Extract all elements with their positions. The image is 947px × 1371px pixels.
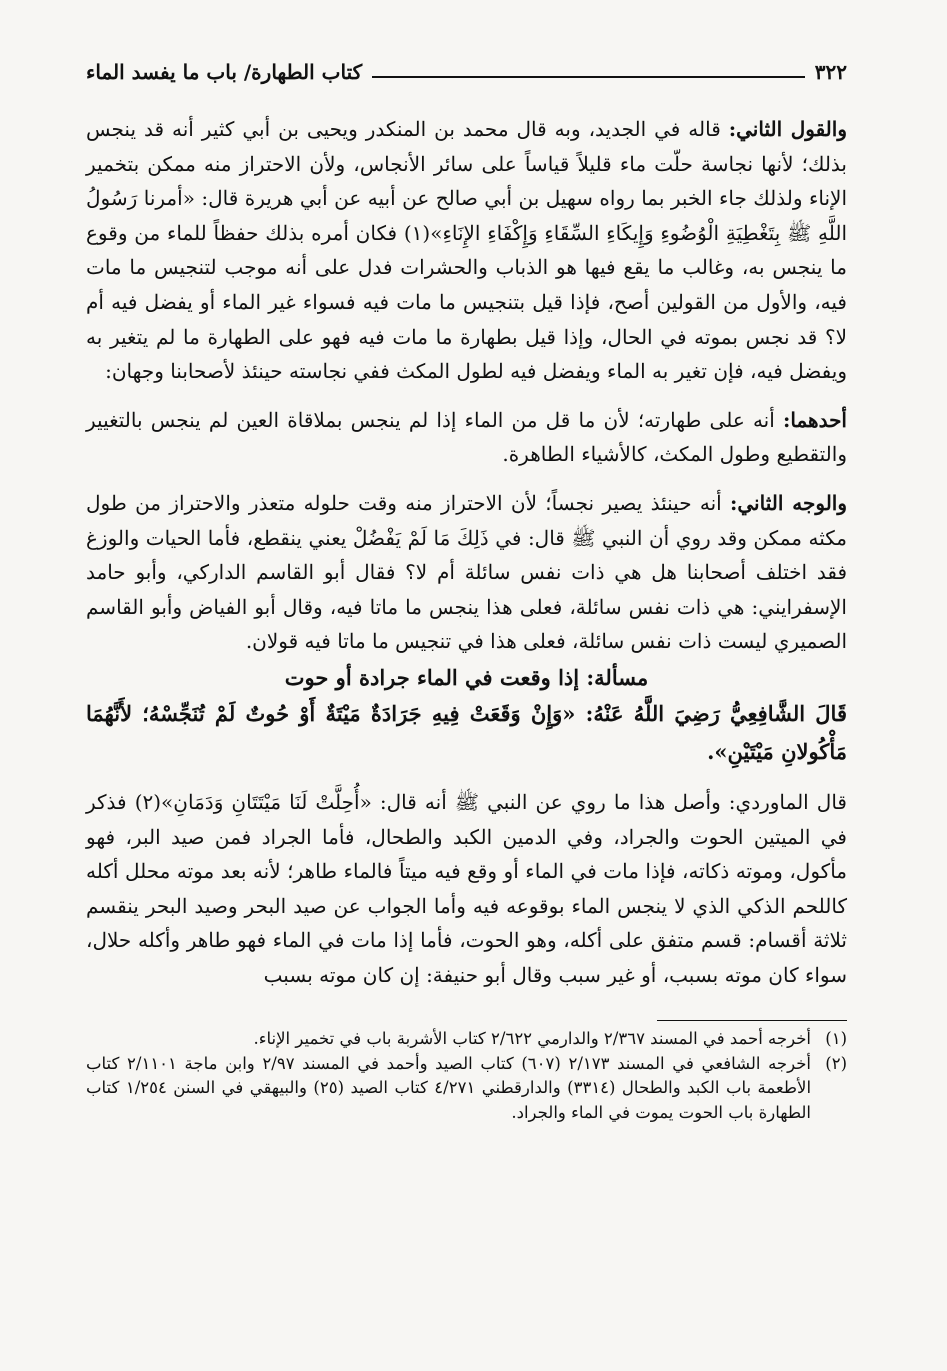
section-heading: مسألة: إذا وقعت في الماء جرادة أو حوت (284, 664, 649, 690)
footnote-separator (657, 1020, 847, 1021)
page-number: ٣٢٢ (814, 60, 847, 84)
quote-text: رَضِيَ اللَّهُ عَنْهُ: «وَإِنْ وَقَعَتْ فِيهِ جَرَادَةٌ مَيْتَةٌ أَوْ حُوتٌ لَمْ تُنَجِّسْهُ؛ لأَنَّهُمَا مَأْكُولانِ مَيْتَيْنِ». (86, 700, 847, 764)
footnotes (86, 1027, 847, 1125)
paragraph-second-view (86, 486, 847, 659)
running-title: كتاب الطهارة/ باب ما يفسد الماء (86, 60, 363, 84)
footnote (86, 1052, 847, 1126)
paragraph-second-opinion (86, 112, 847, 389)
paragraph-lead: والوجه الثاني: (729, 490, 847, 515)
paragraph-lead: والقول الثاني: (728, 117, 847, 141)
header-rule (372, 76, 805, 78)
paragraph-mawardi: قال الماوردي: وأصل هذا ما روي عن النبي ﷺ أنه قال: «أُحِلَّتْ لَنَا مَيْتَتَانِ وَدَمَانِ»(٢) فذكر في الميتين الحوت والجراد، وفي الدمين الكبد والطحال، فأما الجراد فمن صيد البر، فهو مأكول، وموته ذكاته، فإذا مات في الماء أو وقع فيه ميتاً فالماء طاهر؛ لأنه بعد موته محلل أكله كاللحم الذكي الذي لا ينجس الماء بوقوعه فيه وأما الجواب عن صيد البحر وصيد البحر ينقسم ثلاثة أقسام: قسم متفق على أكله، وهو الحوت، فأما إذا مات في الماء فهو طاهر وأكله حلال، سواء كان موته بسبب، أو غير سبب وقال أبو حنيفة: إن كان موته بسبب (86, 789, 847, 987)
shafii-quote (86, 695, 847, 771)
quote-lead: قَالَ الشَّافِعِيُّ (730, 700, 847, 726)
paragraph-text: أنه على طهارته؛ لأن ما قل من الماء إذا لم ينجس بملاقاة العين لم ينجس بالتغيير والتقطيع وطول المكث، كالأشياء الطاهرة. (86, 407, 847, 467)
footnote-text: أخرجه أحمد في المسند ٢/٣٦٧ والدارمي ٢/٦٢٢ كتاب الأشربة باب في تخمير الإناء. (253, 1029, 811, 1049)
footnote-number: (٢) (825, 1053, 847, 1073)
footnote (86, 1027, 847, 1052)
footnote-number: (١) (825, 1029, 847, 1049)
footnote-text: أخرجه الشافعي في المسند ٢/١٧٣ (٦٠٧) كتاب الصيد وأحمد في المسند ٢/٩٧ وابن ماجة ٢/١١٠١ كتاب الأطعمة باب الكبد والطحال (٣٣١٤) والدارقطني ٤/٢٧١ كتاب الصيد (٢٥) والبيهقي في السنن ١/٢٥٤ كتاب الطهارة باب الحوت يموت في الماء والجراد. (86, 1053, 812, 1122)
paragraph-text: أنه حينئذ يصير نجساً؛ لأن الاحتراز منه وقت حلوله متعذر والاحتراز من طول مكثه ممكن وقد روي أن النبي ﷺ قال: في ذَلِكَ مَا لَمْ يَفْضُلْ يعني ينقطع، فأما الحيات والوزغ فقد اختلف أصحابنا هل هي ذات نفس سائلة أم لا؟ فقال أبو القاسم الداركي، وأبو حامد الإسفرايني: هي ذات نفس سائلة، فعلى هذا ينجس ما ماتا فيه، وقال أبو الفياض وأبو القاسم الصميري ليست ذات نفس سائلة، فعلى هذا في تنجيس ما ماتا فيه قولان. (86, 490, 847, 654)
paragraph-first-view (86, 403, 847, 472)
book-page (86, 60, 847, 1331)
running-header (86, 60, 847, 84)
paragraph-text: قاله في الجديد، وبه قال محمد بن المنكدر ويحيى بن أبي كثير أنه قد ينجس بذلك؛ لأنها نجاسة حلّت ماء قليلاً قياساً على سائر الأنجاس، ولأن الاحتراز منه ممكن بتخمير الإناء ولذلك جاء الخبر بما رواه سهيل بن أبي صالح عن أبيه عن أبي هريرة قال: «أمرنا رَسُولُ اللَّهِ ﷺ بِتَغْطِيَةِ الْوُضُوءِ وَإِيكَاءِ السِّقَاءِ وَإِكْفَاءِ الإِنَاءِ»(١) فكان أمره بذلك حفظاً للماء من وقوع ما ينجس به، وغالب ما يقع فيها هو الذباب والحشرات فدل على أنه موجب لتنجيس ما مات فيه، والأول من القولين أصح، فإذا قيل بتنجيس ما مات فيه فسواء غير الماء أو يفضل فيه أم لا؟ قد نجس بموته في الحال، وإذا قيل بطهارة ما مات فيه فهو على الطهارة ما لم يتغير به ويفضل فيه، فإن تغير به الماء ويفضل فيه لطول المكث ففي نجاسته حينئذ لأصحابنا وجهان: (86, 117, 848, 384)
paragraph-lead: أحدهما: (782, 407, 847, 432)
